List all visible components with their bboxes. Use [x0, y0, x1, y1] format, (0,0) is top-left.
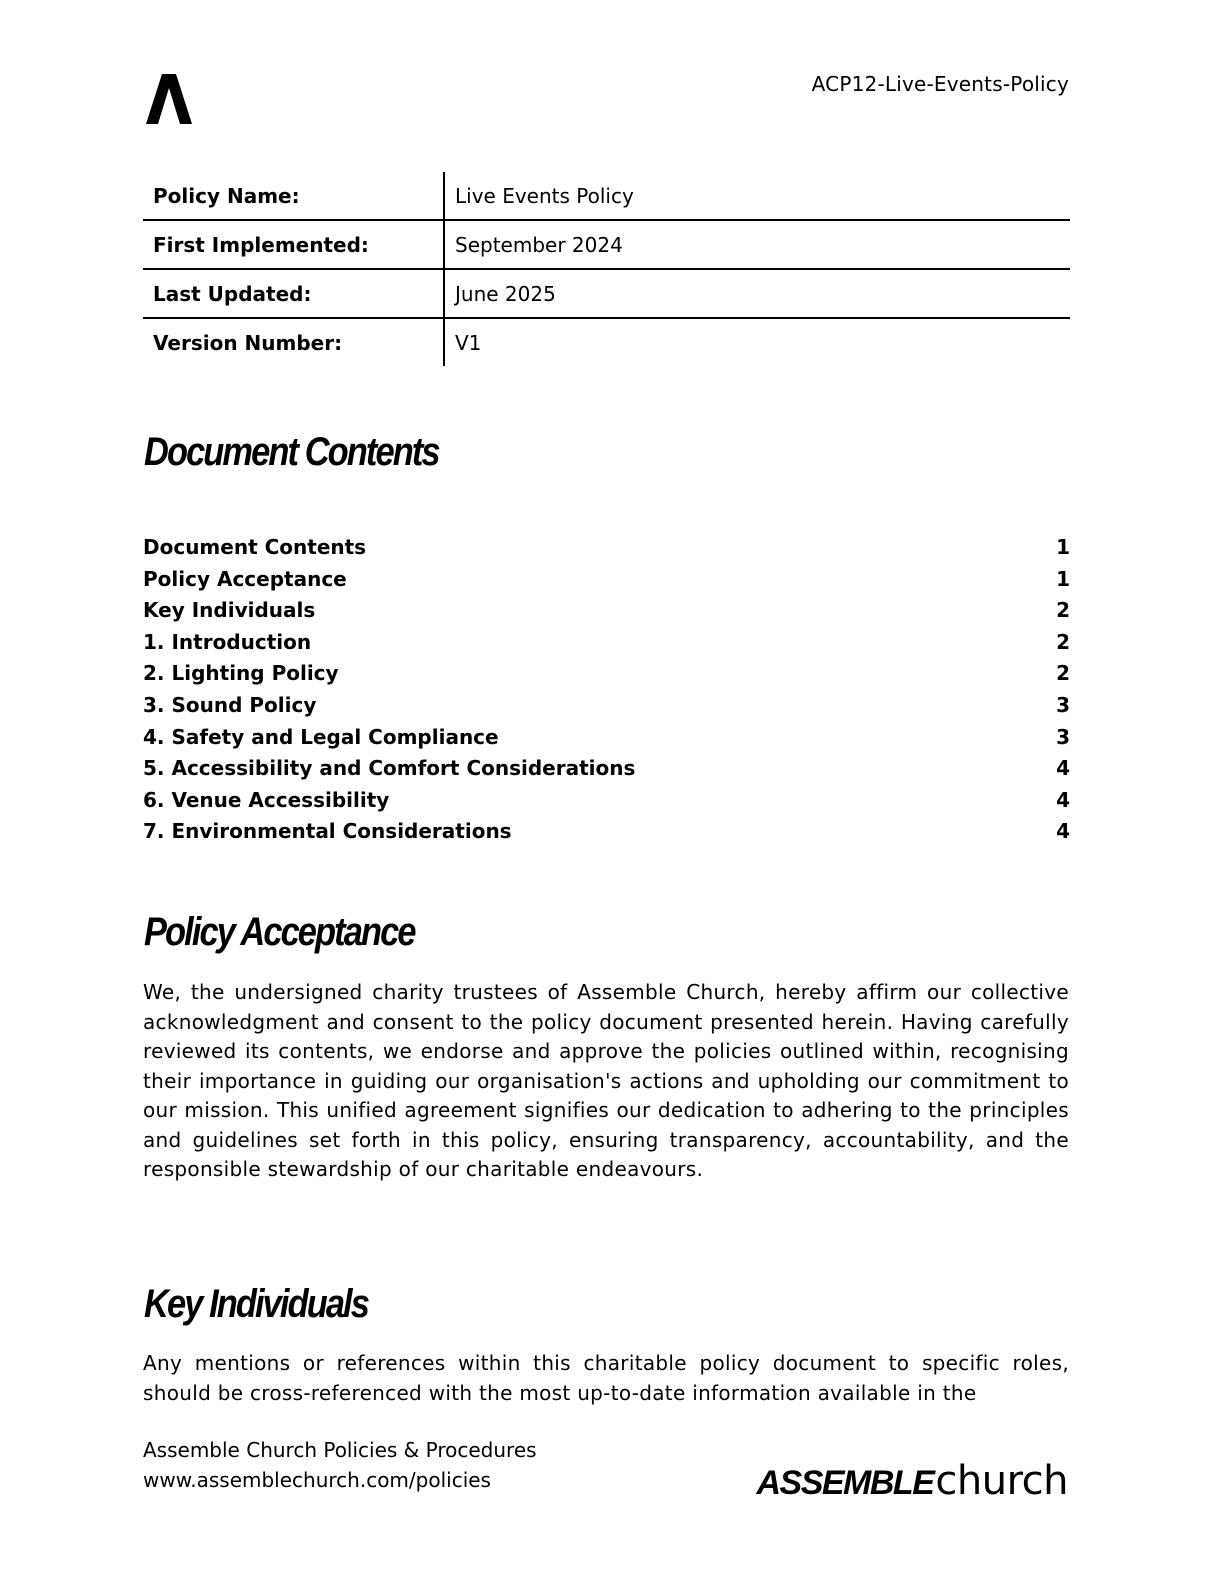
- toc-item-page: 3: [1056, 692, 1070, 717]
- policy-info-row: [143, 172, 1070, 220]
- toc-item[interactable]: [143, 564, 1070, 596]
- footer-info: [143, 1436, 537, 1495]
- policy-acceptance-paragraph: We, the undersigned charity trustees of Assemble Church, hereby affirm our collective acknowledgment and consent to the policy document presented herein. Having carefully reviewed its contents, we endorse and approve the policies outlined within, recognising their importance in guiding our organisation's actions and upholding our commitment to our mission. This unified agreement signifies our dedication to adhering to the principles and guidelines set forth in this policy, ensuring transparency, accountability, and the responsible stewardship of our charitable endeavours.: [143, 980, 1069, 1181]
- key-individuals-paragraph: Any mentions or references within this charitable policy document to specific roles, should be cross-referenced with the most up-to-date information available in the: [143, 1351, 1069, 1405]
- toc-item[interactable]: [143, 595, 1070, 627]
- last-updated-value: June 2025: [444, 269, 1070, 318]
- policy-acceptance-heading: Policy Acceptance: [144, 910, 415, 954]
- policy-name-label: Policy Name:: [153, 183, 300, 208]
- toc-item-page: 1: [1056, 566, 1070, 591]
- toc-item-page: 2: [1056, 661, 1070, 686]
- toc-item[interactable]: [143, 785, 1070, 817]
- toc-item-page: 2: [1056, 598, 1070, 623]
- key-individuals-heading: Key Individuals: [144, 1282, 368, 1326]
- policy-info-row: [143, 269, 1070, 318]
- toc-item-page: 3: [1056, 724, 1070, 749]
- toc-item-title: 2. Lighting Policy: [143, 661, 339, 686]
- toc-item-page: 4: [1056, 819, 1070, 844]
- footer-url[interactable]: www.assemblechurch.com/policies: [143, 1467, 491, 1492]
- document-reference: ACP12-Live-Events-Policy: [811, 72, 1069, 96]
- last-updated-label: Last Updated:: [143, 269, 444, 318]
- toc-item-title: 3. Sound Policy: [143, 692, 317, 717]
- toc-item[interactable]: [143, 690, 1070, 722]
- policy-info-row: [143, 220, 1070, 269]
- table-of-contents: [143, 532, 1070, 848]
- toc-item[interactable]: [143, 627, 1070, 659]
- toc-item-title: Document Contents: [143, 535, 367, 559]
- toc-item-title: 4. Safety and Legal Compliance: [143, 724, 499, 749]
- first-implemented-label: First Implemented:: [143, 220, 444, 269]
- version-number-value: V1: [444, 318, 1070, 366]
- footer-title: Assemble Church Policies & Procedures: [143, 1438, 537, 1462]
- toc-item-title: 7. Environmental Considerations: [143, 819, 512, 844]
- brand-strong-text: ASSEMBLE: [756, 1464, 934, 1502]
- brand-light-text: church: [935, 1458, 1068, 1504]
- toc-item[interactable]: [143, 532, 1070, 564]
- assemble-church-logo: [756, 1458, 1068, 1504]
- toc-item-page: 4: [1056, 756, 1070, 781]
- assemble-a-logo-icon: [146, 74, 192, 124]
- policy-name-value: Live Events Policy: [444, 172, 1070, 220]
- toc-item[interactable]: [143, 753, 1070, 785]
- toc-item-title: Key Individuals: [143, 598, 316, 623]
- toc-item[interactable]: [143, 658, 1070, 690]
- toc-item-title: 1. Introduction: [143, 629, 312, 654]
- policy-info-row: [143, 318, 1070, 366]
- toc-item-page: 2: [1056, 629, 1070, 654]
- toc-item-title: 5. Accessibility and Comfort Considerations: [143, 756, 636, 781]
- document-contents-heading: Document Contents: [144, 430, 439, 474]
- toc-item-page: 1: [1056, 535, 1070, 559]
- toc-item[interactable]: [143, 722, 1070, 754]
- toc-item-title: Policy Acceptance: [143, 566, 347, 591]
- toc-item-title: 6. Venue Accessibility: [143, 787, 390, 812]
- toc-item[interactable]: [143, 816, 1070, 848]
- toc-item-page: 4: [1056, 787, 1070, 812]
- first-implemented-value: September 2024: [444, 220, 1070, 269]
- policy-info-table: [143, 172, 1070, 366]
- version-number-label: Version Number:: [143, 318, 444, 366]
